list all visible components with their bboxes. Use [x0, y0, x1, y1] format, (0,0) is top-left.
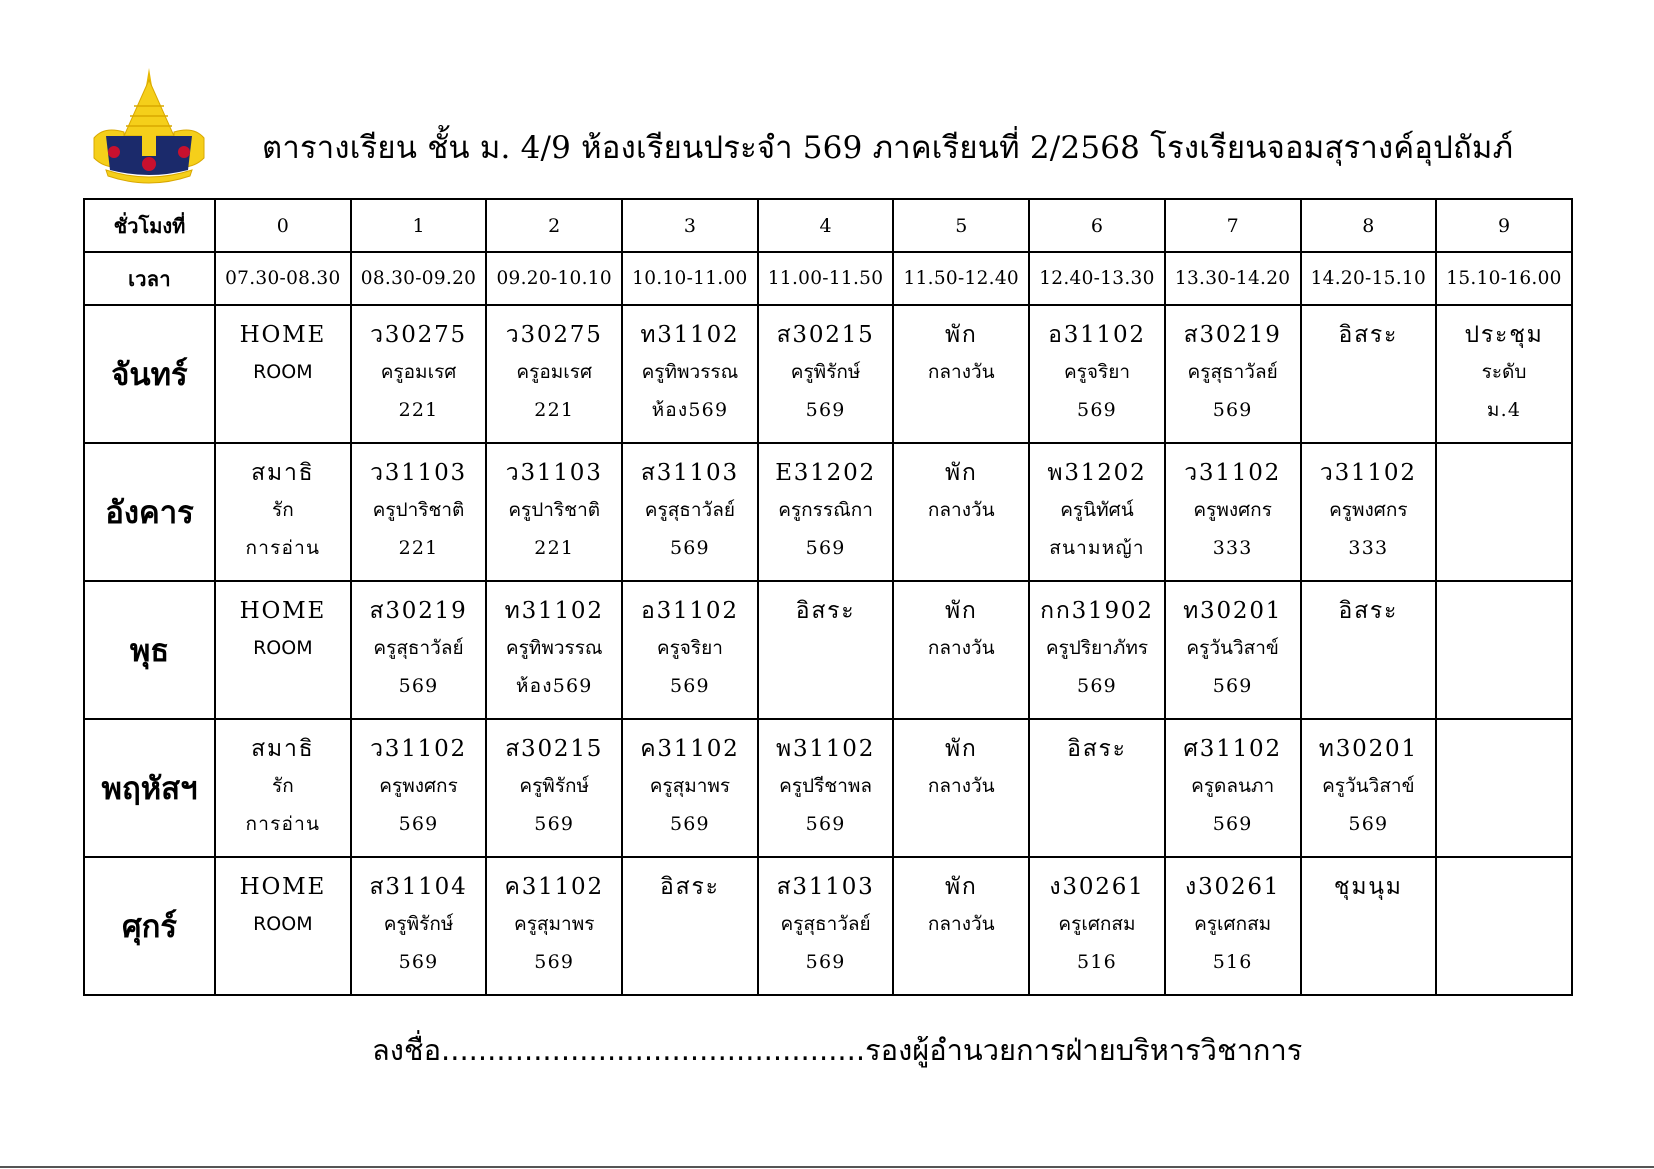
schedule-cell	[1436, 305, 1572, 443]
period-label: ชั่วโมงที่	[84, 199, 215, 252]
subject-code: พ31102	[776, 736, 876, 762]
room: 333	[1212, 537, 1253, 559]
teacher-name: ครูพงศกร	[1193, 499, 1272, 521]
schedule-cell	[893, 857, 1029, 995]
teacher-name: ครูอมเรศ	[516, 361, 593, 383]
school-emblem-icon	[84, 66, 214, 194]
room: 569	[1348, 813, 1389, 835]
period-number: 1	[351, 199, 487, 252]
time-header-row	[84, 252, 1572, 305]
teacher-name: ครูสุธาวัลย์	[373, 637, 464, 659]
room: 569	[1212, 813, 1253, 835]
subject-code: ส31103	[640, 460, 739, 486]
teacher-name: ครูปาริชาติ	[372, 499, 465, 521]
room	[894, 806, 1028, 842]
schedule-cell	[1436, 581, 1572, 719]
subject-code: ว30275	[505, 322, 603, 348]
teacher-name: ครูพิรักษ์	[383, 913, 454, 935]
room	[894, 392, 1028, 428]
teacher-name: กลางวัน	[927, 361, 995, 383]
period-number: 2	[486, 199, 622, 252]
subject-code: ว31103	[370, 460, 467, 486]
subject-code: ว30275	[370, 322, 467, 348]
time-label: เวลา	[84, 252, 215, 305]
subject-code: ท30201	[1318, 736, 1418, 762]
schedule-cell	[622, 857, 758, 995]
subject-code: พัก	[944, 598, 978, 624]
day-row	[84, 857, 1572, 995]
schedule-cell	[893, 719, 1029, 857]
subject-code: ง30261	[1185, 874, 1281, 900]
room	[894, 530, 1028, 566]
room	[1302, 944, 1436, 980]
period-time: 12.40-13.30	[1029, 252, 1165, 305]
period-time: 13.30-14.20	[1165, 252, 1301, 305]
teacher-name	[1030, 766, 1164, 806]
room: 569	[534, 951, 575, 973]
teacher-name	[623, 904, 757, 944]
room: ม.4	[1486, 399, 1522, 421]
room	[216, 392, 350, 428]
teacher-name: ครูอมเรศ	[380, 361, 457, 383]
teacher-name: กลางวัน	[927, 499, 995, 521]
period-time: 14.20-15.10	[1301, 252, 1437, 305]
room	[216, 668, 350, 704]
subject-code: ชุมนุม	[1333, 874, 1403, 900]
subject-code: อ31102	[641, 598, 739, 624]
period-number: 0	[215, 199, 351, 252]
schedule-cell	[215, 443, 351, 581]
room: 569	[669, 537, 710, 559]
room: 569	[398, 813, 439, 835]
teacher-name: ครูกรรณิกา	[778, 499, 873, 521]
schedule-cell	[1165, 581, 1301, 719]
teacher-name: ครูสุมาพร	[514, 913, 595, 935]
schedule-cell	[622, 443, 758, 581]
day-label: พฤหัสฯ	[84, 719, 215, 857]
teacher-name: ครูสุธาวัลย์	[1187, 361, 1278, 383]
subject-code: สมาธิ	[251, 736, 315, 762]
teacher-name: ครูทิพวรรณ	[641, 361, 739, 383]
subject-code: ว31102	[1319, 460, 1417, 486]
teacher-name: ครูวันวิสาข์	[1322, 775, 1415, 797]
signature-line: ลงชื่อ..............................................รองผู้อำนวยการฝ่ายบริหารวิชาการ	[372, 1033, 1303, 1067]
subject-code: ค31102	[504, 874, 604, 900]
subject-code: HOME	[239, 598, 327, 624]
schedule-cell	[622, 581, 758, 719]
subject-code: พัก	[944, 322, 978, 348]
room	[1437, 944, 1571, 980]
teacher-name	[1437, 904, 1571, 944]
schedule-cell	[215, 581, 351, 719]
room	[1302, 668, 1436, 704]
period-number: 9	[1436, 199, 1572, 252]
room	[759, 668, 893, 704]
teacher-name: ครูสุมาพร	[649, 775, 731, 797]
room: การอ่าน	[245, 813, 321, 835]
room	[216, 944, 350, 980]
room	[894, 668, 1028, 704]
schedule-cell	[758, 443, 894, 581]
room: 221	[398, 399, 439, 421]
period-time: 15.10-16.00	[1436, 252, 1572, 305]
schedule-cell	[486, 581, 622, 719]
subject-code: ส31103	[776, 874, 875, 900]
day-label: อังคาร	[84, 443, 215, 581]
room: 569	[534, 813, 575, 835]
room: 221	[398, 537, 439, 559]
teacher-name	[1437, 766, 1571, 806]
schedule-cell	[758, 857, 894, 995]
teacher-name: ครูปาริชาติ	[508, 499, 601, 521]
teacher-name: ครูดลนภา	[1191, 775, 1275, 797]
period-number: 7	[1165, 199, 1301, 252]
schedule-cell	[1301, 305, 1437, 443]
room	[1437, 530, 1571, 566]
subject-code: อิสระ	[795, 598, 856, 624]
subject-code: พ31202	[1047, 460, 1147, 486]
schedule-cell	[622, 305, 758, 443]
schedule-cell	[758, 719, 894, 857]
day-row	[84, 581, 1572, 719]
teacher-name: ครูพงศกร	[379, 775, 458, 797]
subject-code: ศ31102	[1183, 736, 1282, 762]
teacher-name: ครูพงศกร	[1329, 499, 1408, 521]
schedule-cell	[351, 719, 487, 857]
teacher-name: กลางวัน	[927, 775, 995, 797]
room: 516	[1212, 951, 1253, 973]
period-number: 4	[758, 199, 894, 252]
schedule-cell	[1029, 305, 1165, 443]
subject-code: ท31102	[640, 322, 740, 348]
subject-code: อิสระ	[1338, 322, 1399, 348]
period-number: 8	[1301, 199, 1437, 252]
teacher-name: ครูปริยาภัทร	[1045, 637, 1149, 659]
period-number: 3	[622, 199, 758, 252]
schedule-cell	[1165, 443, 1301, 581]
schedule-cell	[622, 719, 758, 857]
schedule-cell	[1029, 443, 1165, 581]
subject-code: กก31902	[1040, 598, 1154, 624]
room: 569	[1077, 675, 1117, 697]
schedule-cell	[351, 305, 487, 443]
schedule-cell	[1301, 857, 1437, 995]
subject-code: HOME	[239, 322, 327, 348]
room: 569	[1212, 399, 1253, 421]
room: 569	[1077, 399, 1117, 421]
room: 333	[1348, 537, 1389, 559]
teacher-name: ครูพิรักษ์	[519, 775, 590, 797]
teacher-name: ครูวันวิสาข์	[1186, 637, 1279, 659]
teacher-name	[1302, 628, 1436, 668]
teacher-name: ครูสุธาวัลย์	[780, 913, 871, 935]
schedule-cell	[1436, 719, 1572, 857]
day-row	[84, 719, 1572, 857]
room	[1030, 806, 1164, 842]
teacher-name	[1437, 628, 1571, 668]
schedule-cell	[758, 581, 894, 719]
subject-code: ส30219	[1183, 322, 1282, 348]
subject-code: อิสระ	[660, 874, 720, 900]
room: ห้อง569	[651, 399, 729, 421]
room	[1437, 806, 1571, 842]
schedule-cell	[893, 305, 1029, 443]
day-label: ศุกร์	[84, 857, 215, 995]
teacher-name: กลางวัน	[927, 913, 995, 935]
subject-code: ส31104	[369, 874, 468, 900]
teacher-name: ROOM	[253, 361, 313, 383]
teacher-name: ครูสุธาวัลย์	[644, 499, 736, 521]
room: 569	[669, 813, 710, 835]
subject-code: ส30219	[369, 598, 468, 624]
subject-code: พัก	[944, 460, 978, 486]
subject-code	[1437, 734, 1571, 764]
day-row	[84, 443, 1572, 581]
subject-code: ท31102	[504, 598, 604, 624]
schedule-cell	[1165, 719, 1301, 857]
period-header-row	[84, 199, 1572, 252]
subject-code: พัก	[944, 736, 978, 762]
teacher-name: ครูเศกสม	[1058, 913, 1136, 935]
room: 569	[805, 813, 846, 835]
teacher-name: ROOM	[253, 913, 313, 935]
page-bottom-border	[0, 1166, 1654, 1168]
room: การอ่าน	[245, 537, 321, 559]
teacher-name: รัก	[271, 499, 294, 521]
schedule-cell	[1029, 857, 1165, 995]
schedule-cell	[1301, 719, 1437, 857]
teacher-name	[1302, 904, 1436, 944]
day-row	[84, 305, 1572, 443]
schedule-cell	[1165, 305, 1301, 443]
period-time: 08.30-09.20	[351, 252, 487, 305]
room: 569	[805, 951, 846, 973]
schedule-cell	[893, 443, 1029, 581]
schedule-cell	[1029, 581, 1165, 719]
teacher-name: รัก	[271, 775, 294, 797]
timetable	[83, 198, 1573, 996]
subject-code: อิสระ	[1338, 598, 1399, 624]
period-time: 11.00-11.50	[758, 252, 894, 305]
teacher-name: ครูปรีชาพล	[779, 775, 873, 797]
day-label: จันทร์	[84, 305, 215, 443]
subject-code: ค31102	[640, 736, 740, 762]
schedule-cell	[215, 857, 351, 995]
schedule-cell	[1436, 443, 1572, 581]
subject-code: ประชุม	[1464, 322, 1544, 348]
room: สนามหญ้า	[1049, 537, 1145, 559]
subject-code: ว31102	[370, 736, 467, 762]
schedule-cell	[486, 857, 622, 995]
subject-code: พัก	[944, 874, 978, 900]
subject-code: ง30261	[1049, 874, 1145, 900]
schedule-cell	[351, 581, 487, 719]
teacher-name: ROOM	[253, 637, 313, 659]
teacher-name: กลางวัน	[927, 637, 995, 659]
subject-code: HOME	[239, 874, 327, 900]
schedule-cell	[486, 305, 622, 443]
room	[623, 944, 757, 980]
period-time: 10.10-11.00	[622, 252, 758, 305]
room: 569	[398, 675, 439, 697]
schedule-cell	[1165, 857, 1301, 995]
schedule-cell	[1436, 857, 1572, 995]
day-label: พุธ	[84, 581, 215, 719]
schedule-cell	[351, 443, 487, 581]
subject-code	[1437, 872, 1571, 902]
schedule-cell	[215, 305, 351, 443]
period-time: 11.50-12.40	[893, 252, 1029, 305]
subject-code	[1437, 458, 1571, 488]
schedule-cell	[1301, 443, 1437, 581]
room: 221	[534, 537, 575, 559]
teacher-name	[1437, 490, 1571, 530]
page-title: ตารางเรียน ชั้น ม. 4/9 ห้องเรียนประจำ 569 ภาคเรียนที่ 2/2568 โรงเรียนจอมสุรางค์อุปถัมภ์	[262, 130, 1514, 166]
schedule-cell	[1301, 581, 1437, 719]
period-number: 6	[1029, 199, 1165, 252]
schedule-cell	[351, 857, 487, 995]
schedule-cell	[1029, 719, 1165, 857]
subject-code: อ31102	[1048, 322, 1146, 348]
room: ห้อง569	[515, 675, 593, 697]
period-time: 07.30-08.30	[215, 252, 351, 305]
subject-code: สมาธิ	[251, 460, 315, 486]
teacher-name	[759, 628, 893, 668]
room	[894, 944, 1028, 980]
room: 569	[805, 537, 846, 559]
schedule-cell	[486, 443, 622, 581]
subject-code: ท30201	[1183, 598, 1283, 624]
teacher-name: ครูจริยา	[656, 637, 723, 659]
subject-code: ส30215	[505, 736, 604, 762]
room: 569	[669, 675, 710, 697]
room	[1437, 668, 1571, 704]
subject-code	[1437, 596, 1571, 626]
room: 569	[805, 399, 846, 421]
teacher-name: ครูเศกสม	[1194, 913, 1272, 935]
teacher-name: ครูพิรักษ์	[790, 361, 861, 383]
subject-code: E31202	[775, 460, 876, 486]
schedule-cell	[486, 719, 622, 857]
schedule-cell	[758, 305, 894, 443]
room	[1302, 392, 1436, 428]
room: 569	[1212, 675, 1253, 697]
subject-code: ส30215	[776, 322, 875, 348]
period-time: 09.20-10.10	[486, 252, 622, 305]
teacher-name: ครูทิพวรรณ	[505, 637, 603, 659]
teacher-name: ระดับ	[1481, 361, 1527, 383]
subject-code: ว31103	[505, 460, 603, 486]
subject-code: ว31102	[1184, 460, 1282, 486]
room: 221	[534, 399, 575, 421]
subject-code: อิสระ	[1067, 736, 1127, 762]
schedule-cell	[215, 719, 351, 857]
room: 516	[1077, 951, 1117, 973]
schedule-cell	[893, 581, 1029, 719]
teacher-name: ครูนิทัศน์	[1060, 499, 1134, 521]
teacher-name	[1302, 352, 1436, 392]
period-number: 5	[893, 199, 1029, 252]
teacher-name: ครูจริยา	[1063, 361, 1130, 383]
room: 569	[398, 951, 439, 973]
